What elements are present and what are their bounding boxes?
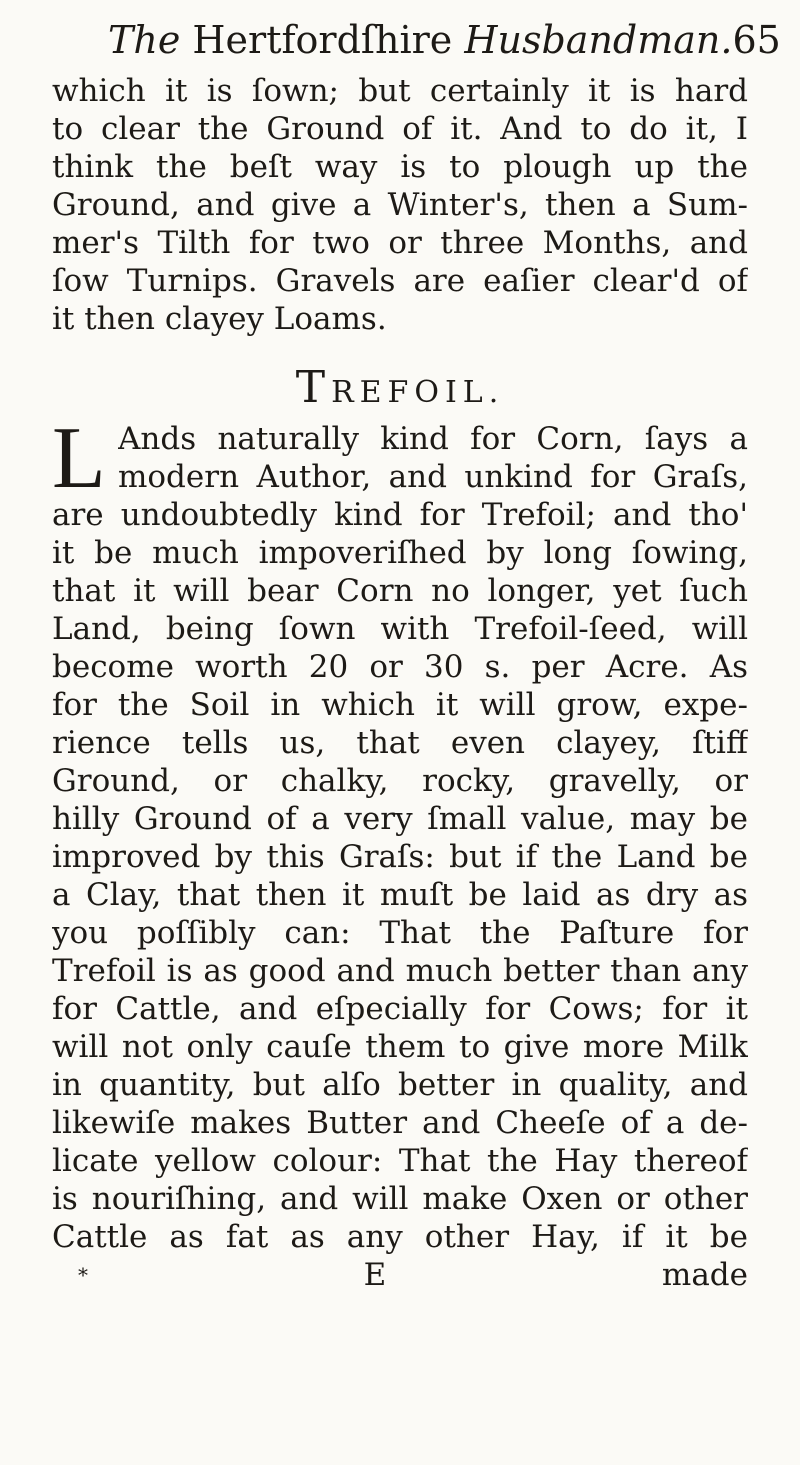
running-head <box>108 14 781 72</box>
text-line <box>52 914 748 952</box>
text-line <box>52 686 748 724</box>
line-text: ſow Turnips. Gravels are eaſier clear'd of <box>52 263 748 299</box>
text-line <box>52 876 748 914</box>
signature-mark: E <box>363 1257 387 1293</box>
text-line <box>52 724 748 762</box>
catchword: made <box>661 1257 748 1293</box>
line-text: for Cattle, and eſpecially for Cows; for it <box>52 991 748 1027</box>
line-text: a Clay, that then it muſt be laid as dry as <box>52 877 748 913</box>
text-line <box>52 72 748 110</box>
text-line <box>52 838 748 876</box>
text-line <box>52 148 748 186</box>
text-line <box>52 648 748 686</box>
text-line <box>52 800 748 838</box>
line-text: that it will bear Corn no longer, yet ſuch <box>52 573 748 609</box>
text-line <box>118 458 748 496</box>
line-text: likewiſe makes Butter and Cheeſe of a de- <box>52 1105 748 1141</box>
page-footer <box>52 1256 748 1294</box>
text-line <box>52 534 748 572</box>
text-line <box>52 186 748 224</box>
line-text: which it is ſown; but certainly it is hard <box>52 73 748 109</box>
text-line <box>52 762 748 800</box>
text-line <box>52 1218 748 1256</box>
line-text: Ands naturally kind for Corn, ſays a <box>118 421 748 457</box>
line-text: in quantity, but alſo better in quality, and <box>52 1067 748 1103</box>
text-line <box>52 990 748 1028</box>
section-heading-rest: REFOIL. <box>331 375 505 410</box>
line-text: rience tells us, that even clayey, ſtiff <box>52 725 748 761</box>
line-text: become worth 20 or 30 s. per Acre. As <box>52 649 748 685</box>
line-text: Trefoil is as good and much better than any <box>52 953 748 989</box>
text-line <box>52 572 748 610</box>
drop-cap-block <box>52 410 748 507</box>
text-line <box>52 1028 748 1066</box>
drop-cap: L <box>52 410 106 507</box>
text-line <box>52 1180 748 1218</box>
line-text: are undoubtedly kind for Trefoil; and tho' <box>52 497 748 533</box>
line-text: to clear the Ground of it. And to do it, I <box>52 111 748 147</box>
line-text: Land, being ſown with Trefoil-ſeed, will <box>52 611 748 647</box>
running-head-the: The <box>108 18 181 62</box>
text-line <box>52 610 748 648</box>
text-line <box>52 1142 748 1180</box>
line-text: is nouriſhing, and will make Oxen or other <box>52 1181 748 1217</box>
paragraph-2 <box>52 496 748 1256</box>
line-text: Ground, or chalky, rocky, gravelly, or <box>52 763 748 799</box>
line-text: licate yellow colour: That the Hay thereof <box>52 1143 748 1179</box>
line-text: you poſſibly can: That the Paſture for <box>52 915 748 951</box>
line-text: think the beſt way is to plough up the <box>52 149 748 185</box>
running-head-husbandman: Husbandman. <box>464 18 733 62</box>
running-head-title <box>108 14 732 66</box>
text-line <box>52 952 748 990</box>
printer-mark: * <box>78 1263 88 1287</box>
text-line <box>52 262 748 300</box>
line-text: Ground, and give a Winter's, then a Sum- <box>52 187 748 223</box>
text-line <box>52 300 748 338</box>
text-line <box>52 110 748 148</box>
text-line <box>52 224 748 262</box>
line-text: it be much impoveriſhed by long ſowing, <box>52 535 748 571</box>
text-line <box>118 420 748 458</box>
line-text: modern Author, and unkind for Graſs, <box>118 459 748 495</box>
section-heading-cap: T <box>295 362 332 413</box>
line-text: mer's Tilth for two or three Months, and <box>52 225 748 261</box>
text-line <box>52 1104 748 1142</box>
section-heading <box>52 356 748 420</box>
line-text: for the Soil in which it will grow, expe- <box>52 687 748 723</box>
line-text: Cattle as fat as any other Hay, if it be <box>52 1219 748 1255</box>
text-line <box>52 1066 748 1104</box>
running-head-county: Hertfordſhire <box>192 18 453 62</box>
line-text: it then clayey Loams. <box>52 301 387 337</box>
paragraph-1 <box>52 72 748 338</box>
line-text: will not only cauſe them to give more Milk <box>52 1029 748 1065</box>
line-text: hilly Ground of a very ſmall value, may be <box>52 801 748 837</box>
text-line <box>52 496 748 534</box>
line-text: improved by this Graſs: but if the Land be <box>52 839 748 875</box>
drop-cap-lines <box>118 420 748 496</box>
page-number: 65 <box>732 18 781 62</box>
